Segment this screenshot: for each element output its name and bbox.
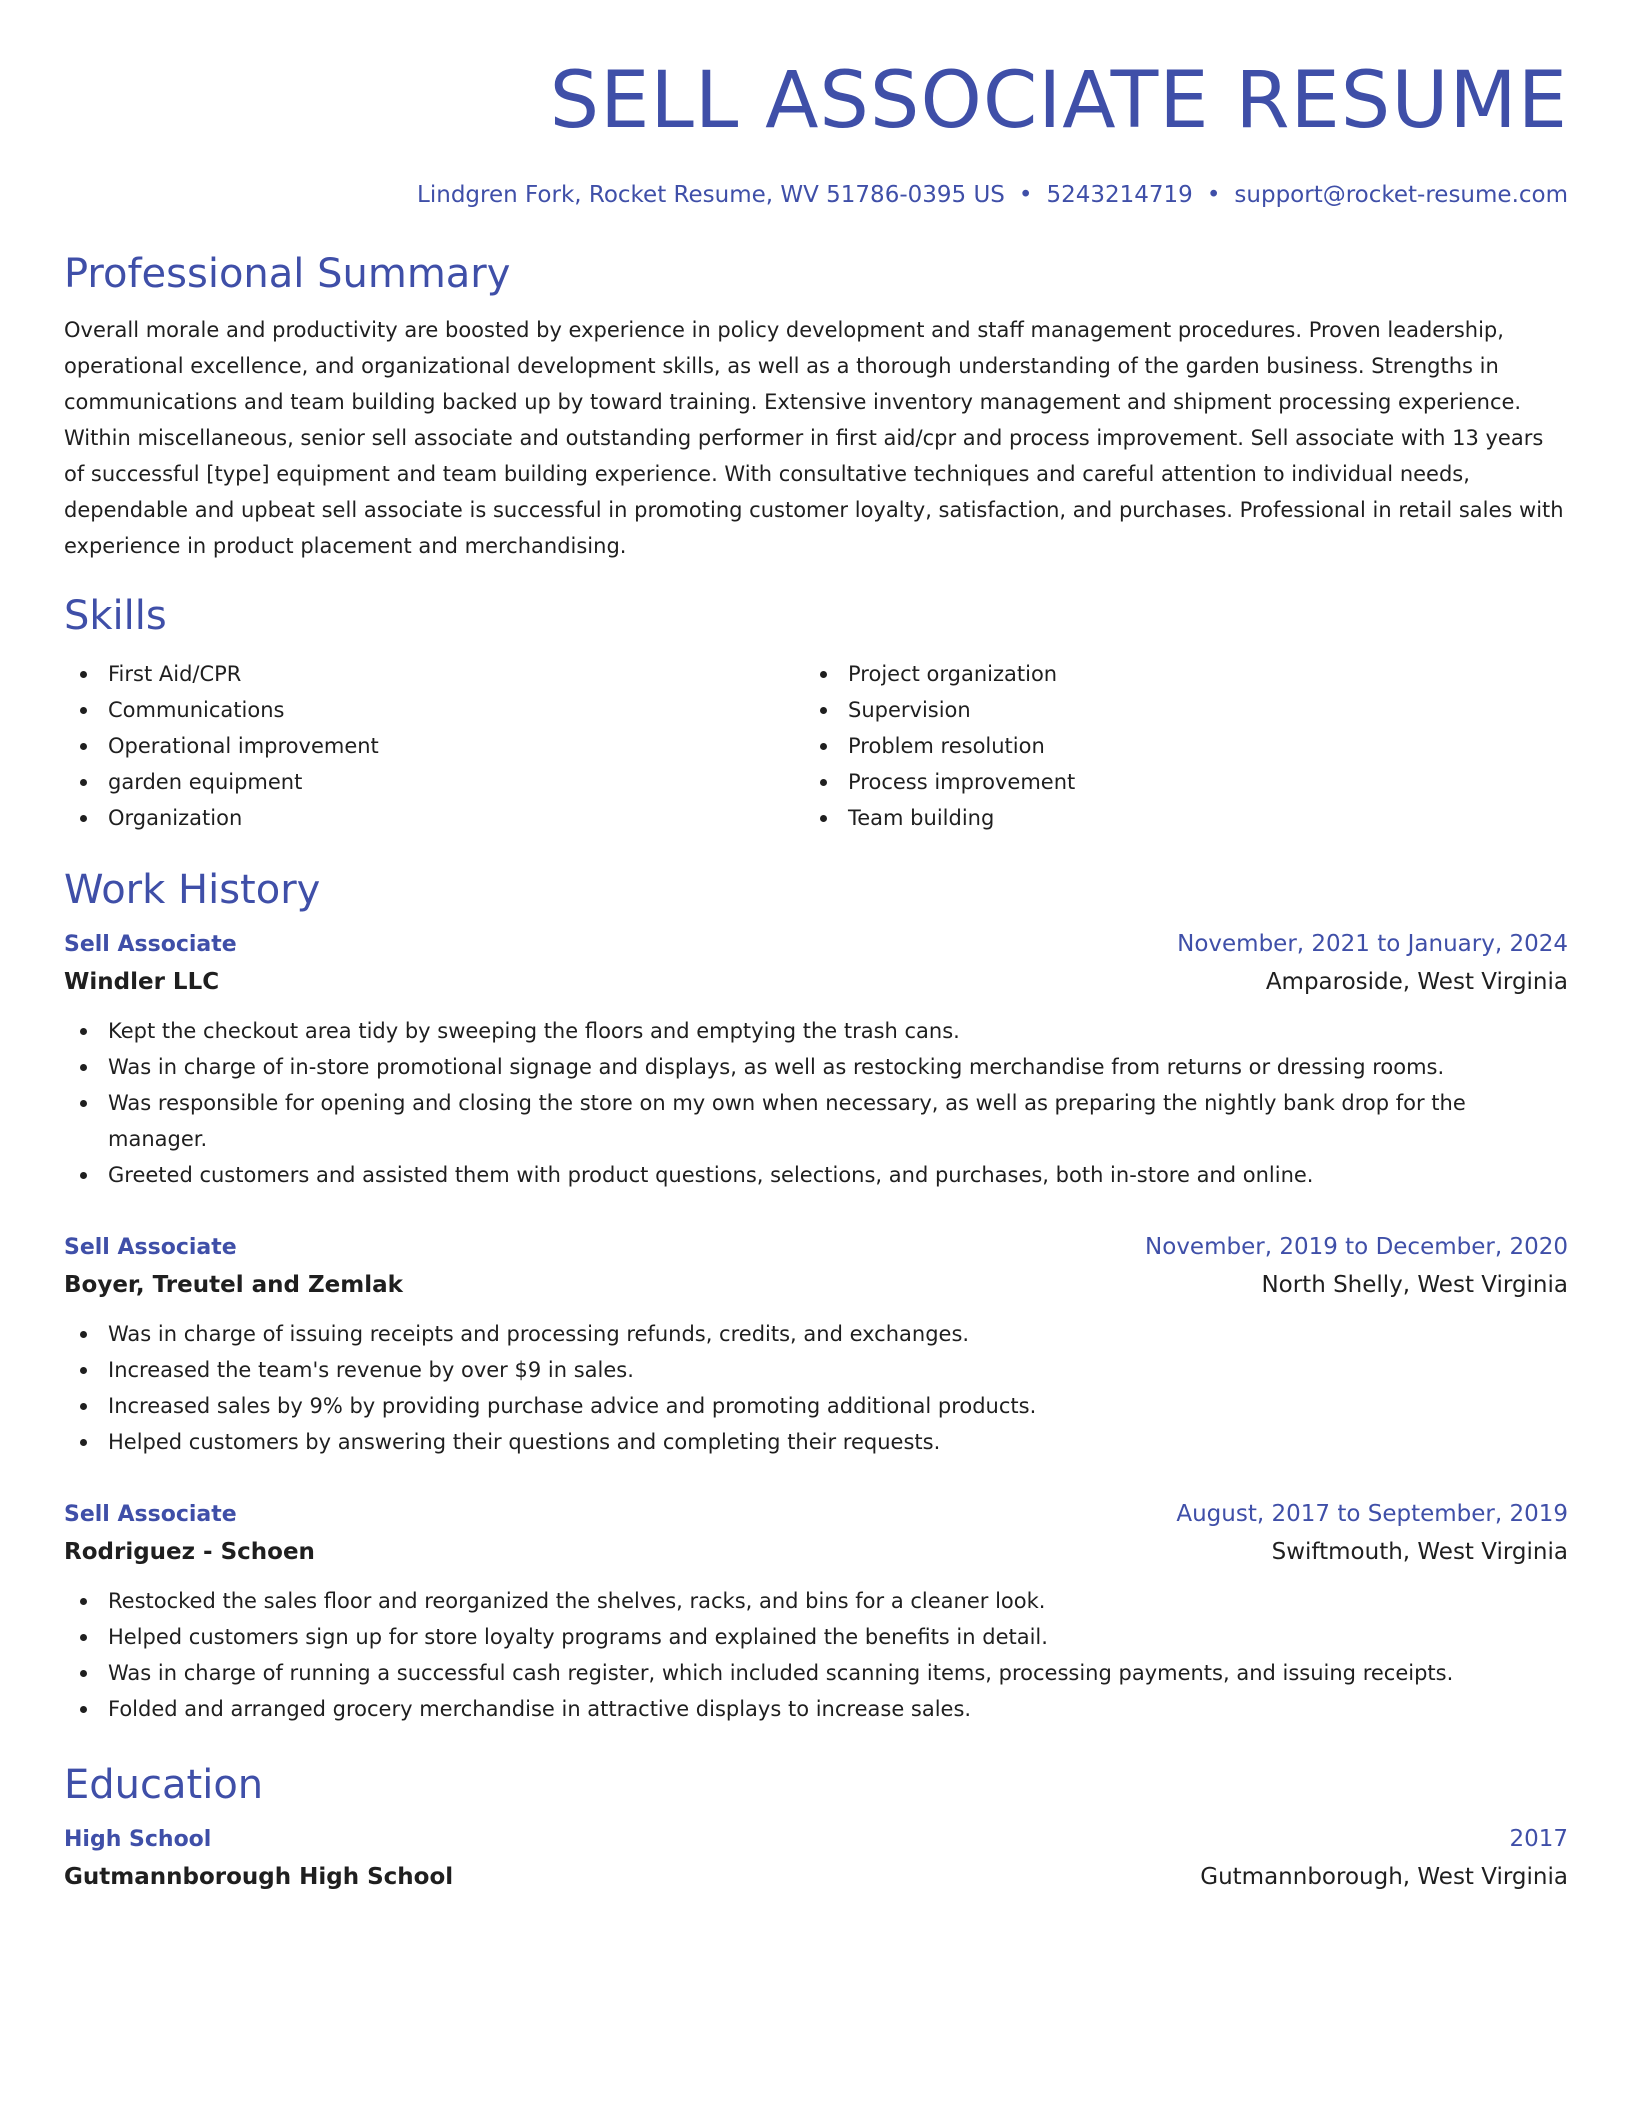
skills-section xyxy=(64,594,1568,836)
job-title-row xyxy=(64,1229,1568,1266)
job-company-row xyxy=(64,1266,1568,1304)
job-dates: August, 2017 to September, 2019 xyxy=(1176,1501,1568,1527)
job-location: Swiftmouth, West Virginia xyxy=(1271,1539,1568,1565)
job-company: Windler LLC xyxy=(64,969,220,995)
work-history-section xyxy=(64,868,1568,1727)
skill-item: Operational improvement xyxy=(64,728,804,764)
job-bullet: Was responsible for opening and closing the store on my own when necessary, as well as preparing the nightly bank drop for the manager. xyxy=(64,1085,1568,1157)
job-entry xyxy=(64,1496,1568,1727)
job-bullet: Restocked the sales floor and reorganized the shelves, racks, and bins for a cleaner look. xyxy=(64,1583,1568,1619)
job-bullets xyxy=(64,1583,1568,1727)
contact-separator: • xyxy=(1206,182,1221,208)
job-company: Rodriguez - Schoen xyxy=(64,1539,315,1565)
skills-heading: Skills xyxy=(64,593,167,639)
job-title-row xyxy=(64,1496,1568,1533)
job-title-row xyxy=(64,926,1568,963)
skills-columns xyxy=(64,656,1568,836)
work-history-heading: Work History xyxy=(64,867,321,913)
job-bullet: Helped customers sign up for store loyalty programs and explained the benefits in detail. xyxy=(64,1619,1568,1655)
job-title: Sell Associate xyxy=(64,1502,237,1527)
education-degree: High School xyxy=(64,1827,212,1852)
skill-item: Project organization xyxy=(804,656,1544,692)
education-location: Gutmannborough, West Virginia xyxy=(1200,1864,1568,1890)
skill-item: Supervision xyxy=(804,692,1544,728)
skill-item: Problem resolution xyxy=(804,728,1544,764)
education-school: Gutmannborough High School xyxy=(64,1864,454,1890)
job-bullet: Increased sales by 9% by providing purchase advice and promoting additional products. xyxy=(64,1388,1568,1424)
summary-section xyxy=(64,252,1568,564)
job-bullets xyxy=(64,1013,1568,1193)
job-company-row xyxy=(64,963,1568,1001)
job-entry xyxy=(64,1229,1568,1460)
job-bullet: Was in charge of issuing receipts and processing refunds, credits, and exchanges. xyxy=(64,1316,1568,1352)
job-bullet: Helped customers by answering their questions and completing their requests. xyxy=(64,1424,1568,1460)
skill-item: Process improvement xyxy=(804,764,1544,800)
skills-left-list xyxy=(64,656,804,836)
job-bullet: Was in charge of in-store promotional signage and displays, as well as restocking merchandise from returns or dressing rooms. xyxy=(64,1049,1568,1085)
job-dates: November, 2021 to January, 2024 xyxy=(1177,931,1568,957)
summary-text: Overall morale and productivity are boosted by experience in policy development and staff management procedures. Proven leadership, operational excellence, and organizational development skills, as well as a thorough understanding of the garden business. Strengths in communications and team building backed up by toward training. Extensive inventory management and shipment processing experience. Within miscellaneous, senior sell associate and outstanding performer in first aid/cpr and process improvement. Sell associate with 13 years of successful [type] equipment and team building experience. With consultative techniques and careful attention to individual needs, dependable and upbeat sell associate is successful in promoting customer loyalty, satisfaction, and purchases. Professional in retail sales with experience in product placement and merchandising. xyxy=(64,318,1564,558)
job-title: Sell Associate xyxy=(64,932,237,957)
contact-email[interactable]: support@rocket-resume.com xyxy=(1234,182,1568,208)
job-bullet: Was in charge of running a successful cash register, which included scanning items, processing payments, and issuing receipts. xyxy=(64,1655,1568,1691)
job-bullet: Greeted customers and assisted them with product questions, selections, and purchases, both in-store and online. xyxy=(64,1157,1568,1193)
job-company: Boyer, Treutel and Zemlak xyxy=(64,1272,403,1298)
contact-line xyxy=(64,182,1568,208)
job-location: North Shelly, West Virginia xyxy=(1261,1272,1568,1298)
resume-header xyxy=(64,56,1568,208)
skill-item: Organization xyxy=(64,800,804,836)
job-company-row xyxy=(64,1533,1568,1571)
job-bullet: Increased the team's revenue by over $9 in sales. xyxy=(64,1352,1568,1388)
summary-heading: Professional Summary xyxy=(64,251,511,297)
job-bullets xyxy=(64,1316,1568,1460)
skill-item: garden equipment xyxy=(64,764,804,800)
skills-right-list xyxy=(804,656,1544,836)
contact-phone: 5243214719 xyxy=(1046,182,1193,208)
contact-separator: • xyxy=(1018,182,1033,208)
contact-address: Lindgren Fork, Rocket Resume, WV 51786-0395 US xyxy=(417,182,1005,208)
job-location: Amparoside, West Virginia xyxy=(1265,969,1568,995)
job-dates: November, 2019 to December, 2020 xyxy=(1145,1234,1568,1260)
education-heading: Education xyxy=(64,1762,264,1808)
resume-title: SELL ASSOCIATE RESUME xyxy=(549,56,1568,146)
skill-item: Communications xyxy=(64,692,804,728)
education-year: 2017 xyxy=(1509,1826,1568,1852)
education-school-row xyxy=(64,1858,1568,1896)
skill-item: First Aid/CPR xyxy=(64,656,804,692)
job-bullet: Kept the checkout area tidy by sweeping the floors and emptying the trash cans. xyxy=(64,1013,1568,1049)
education-degree-row xyxy=(64,1821,1568,1858)
education-section xyxy=(64,1763,1568,1896)
job-title: Sell Associate xyxy=(64,1235,237,1260)
job-entry xyxy=(64,926,1568,1193)
skill-item: Team building xyxy=(804,800,1544,836)
job-bullet: Folded and arranged grocery merchandise in attractive displays to increase sales. xyxy=(64,1691,1568,1727)
